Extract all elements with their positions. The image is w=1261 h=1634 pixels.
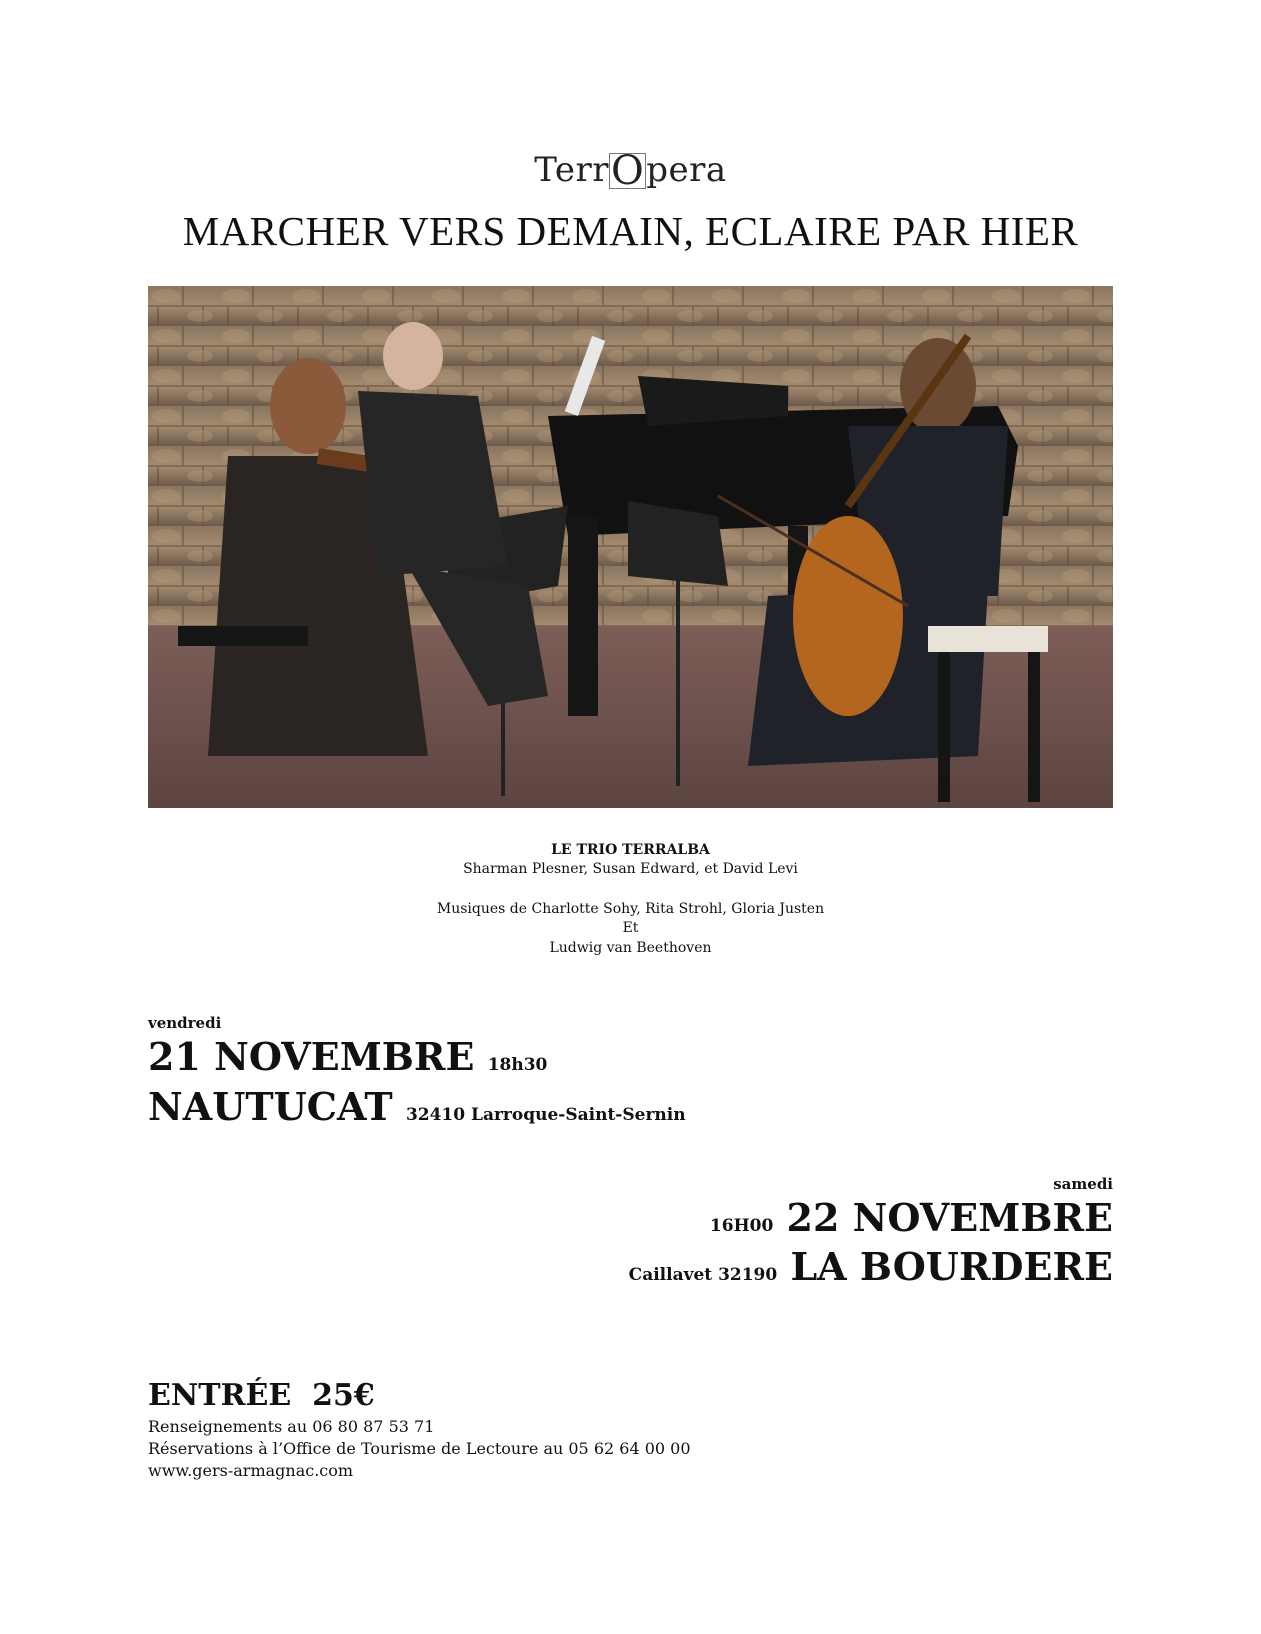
event2-time: 16H00 bbox=[709, 1216, 774, 1236]
event2-weekday: samedi bbox=[1053, 1175, 1113, 1193]
terropera-logo bbox=[0, 148, 1261, 194]
trio-performance-image bbox=[148, 286, 1113, 808]
contact-reservations: Réservations à l’Office de Tourisme de Lectoure au 05 62 64 00 00 bbox=[148, 1439, 691, 1458]
music-line-1: Musiques de Charlotte Sohy, Rita Strohl, Gloria Justen bbox=[436, 901, 825, 917]
price-amount: 25€ bbox=[312, 1378, 375, 1413]
event1-address: 32410 Larroque-Saint-Sernin bbox=[405, 1105, 686, 1125]
concert-photo bbox=[148, 286, 1113, 808]
ensemble-members: Sharman Plesner, Susan Edward, et David Levi bbox=[463, 861, 798, 877]
page-title: MARCHER VERS DEMAIN, ECLAIRE PAR HIER bbox=[182, 208, 1079, 254]
event2-address: Caillavet 32190 bbox=[628, 1265, 778, 1285]
price-label: ENTRÉE bbox=[148, 1378, 292, 1413]
music-line-2: Et bbox=[622, 920, 639, 936]
logo-suffix: pera bbox=[646, 150, 727, 190]
contact-info: Renseignements au 06 80 87 53 71 bbox=[148, 1417, 435, 1436]
event1-date: 21 NOVEMBRE bbox=[148, 1034, 475, 1079]
event1-date-line bbox=[148, 1034, 547, 1088]
event2-date-line bbox=[710, 1195, 1113, 1249]
price-line bbox=[148, 1378, 375, 1413]
event2-venue-line bbox=[629, 1244, 1113, 1298]
logo-big-letter: O bbox=[610, 148, 645, 194]
event2-date: 22 NOVEMBRE bbox=[786, 1195, 1113, 1240]
logo-prefix: Terr bbox=[534, 150, 609, 190]
event1-venue-line bbox=[148, 1084, 686, 1138]
ensemble-name: LE TRIO TERRALBA bbox=[551, 842, 710, 858]
event2-venue: LA BOURDERE bbox=[790, 1244, 1113, 1289]
event1-time: 18h30 bbox=[487, 1055, 548, 1075]
music-line-3: Ludwig van Beethoven bbox=[549, 940, 712, 956]
event1-venue: NAUTUCAT bbox=[148, 1084, 393, 1129]
website-link[interactable]: www.gers-armagnac.com bbox=[148, 1461, 354, 1480]
event1-weekday: vendredi bbox=[148, 1014, 222, 1032]
